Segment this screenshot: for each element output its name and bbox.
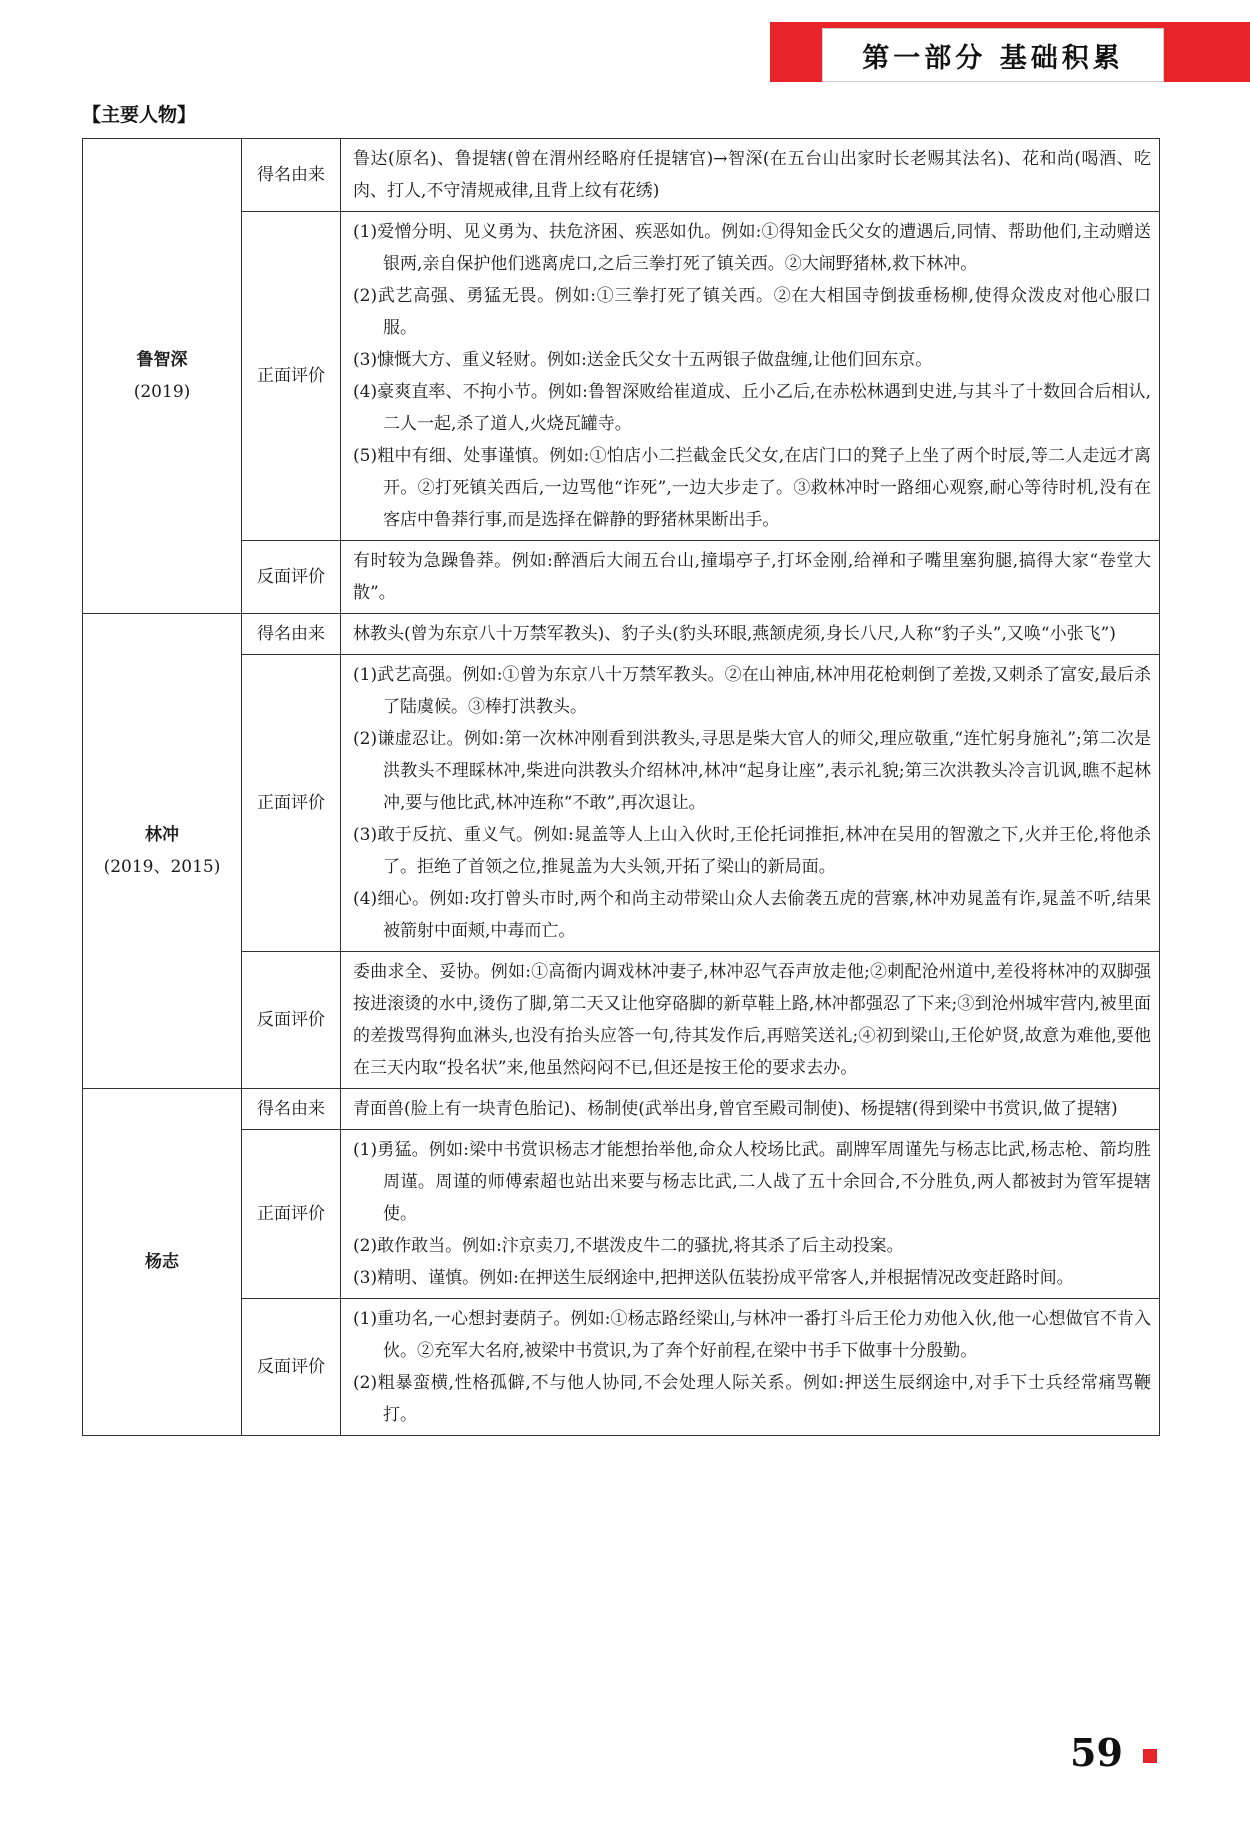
page-marker-square bbox=[1143, 1749, 1157, 1763]
content-text: 青面兽(脸上有一块青色胎记)、杨制使(武举出身,曾官至殿司制使)、杨提辖(得到梁中书赏识,做了提辖) bbox=[353, 1099, 1118, 1119]
character-table bbox=[82, 138, 1160, 1436]
content-cell bbox=[341, 655, 1160, 952]
content-text: 有时较为急躁鲁莽。例如:醉酒后大闹五台山,撞塌亭子,打坏金刚,给禅和子嘴里塞狗腿,搞得大家“卷堂大散”。 bbox=[353, 551, 1151, 603]
table-row bbox=[83, 541, 1160, 614]
content-cell bbox=[341, 541, 1160, 614]
list-item: (4)细心。例如:攻打曾头市时,两个和尚主动带梁山众人去偷袭五虎的营寨,林冲劝晁盖有诈,晁盖不听,结果被箭射中面颊,中毒而亡。 bbox=[353, 889, 1151, 941]
list-item: (2)敢作敢当。例如:汴京卖刀,不堪泼皮牛二的骚扰,将其杀了后主动投案。 bbox=[353, 1236, 904, 1256]
section-title: 【主要人物】 bbox=[82, 104, 197, 126]
list-item: (1)重功名,一心想封妻荫子。例如:①杨志路经梁山,与林冲一番打斗后王伦力劝他入伙,他一心想做官不肯入伙。②充军大名府,被梁中书赏识,为了奔个好前程,在梁中书手下做事十分殷勤。 bbox=[353, 1309, 1151, 1361]
list-item: (3)慷慨大方、重义轻财。例如:送金氏父女十五两银子做盘缠,让他们回东京。 bbox=[353, 350, 933, 370]
content-text: 林教头(曾为东京八十万禁军教头)、豹子头(豹头环眼,燕颔虎须,身长八尺,人称“豹子头”,又唤“小张飞”) bbox=[353, 624, 1116, 644]
list-item: (1)武艺高强。例如:①曾为东京八十万禁军教头。②在山神庙,林冲用花枪刺倒了差拨,又刺杀了富安,最后杀了陆虞候。③棒打洪教头。 bbox=[353, 665, 1151, 717]
category-label: 得名由来 bbox=[242, 614, 341, 655]
content-cell bbox=[341, 1089, 1160, 1130]
category-label: 反面评价 bbox=[242, 541, 341, 614]
list-item: (1)爱憎分明、见义勇为、扶危济困、疾恶如仇。例如:①得知金氏父女的遭遇后,同情、帮助他们,主动赠送银两,亲自保护他们逃离虎口,之后三拳打死了镇关西。②大闹野猪林,救下林冲。 bbox=[353, 222, 1151, 274]
character-name-cell bbox=[83, 614, 242, 1089]
list-item: (1)勇猛。例如:梁中书赏识杨志才能想抬举他,命众人校场比武。副牌军周谨先与杨志比武,杨志枪、箭均胜周谨。周谨的师傅索超也站出来要与杨志比武,二人战了五十余回合,不分胜负,两人都被封为管军提辖使。 bbox=[353, 1140, 1151, 1224]
list-item: (3)敢于反抗、重义气。例如:晁盖等人上山入伙时,王伦托词推拒,林冲在吴用的智激之下,火并王伦,将他杀了。拒绝了首领之位,推晁盖为大头领,开拓了梁山的新局面。 bbox=[353, 825, 1151, 877]
category-label: 得名由来 bbox=[242, 139, 341, 212]
character-years: (2019、2015) bbox=[103, 857, 221, 877]
table-row bbox=[83, 1299, 1160, 1436]
content-cell bbox=[341, 1130, 1160, 1299]
character-name: 鲁智深 bbox=[136, 350, 188, 370]
category-label: 正面评价 bbox=[242, 1130, 341, 1299]
category-label: 正面评价 bbox=[242, 212, 341, 541]
character-name: 林冲 bbox=[145, 825, 179, 845]
page-number: 59 bbox=[1070, 1730, 1123, 1775]
list-item: (2)粗暴蛮横,性格孤僻,不与他人协同,不会处理人际关系。例如:押送生辰纲途中,对手下士兵经常痛骂鞭打。 bbox=[353, 1373, 1151, 1425]
category-label: 得名由来 bbox=[242, 1089, 341, 1130]
table-row bbox=[83, 952, 1160, 1089]
table-row bbox=[83, 614, 1160, 655]
content-text: 委曲求全、妥协。例如:①高衙内调戏林冲妻子,林冲忍气吞声放走他;②刺配沧州道中,差役将林冲的双脚强按进滚烫的水中,烫伤了脚,第二天又让他穿硌脚的新草鞋上路,林冲都强忍了下来;③到沧州城牢营内,被里面的差拨骂得狗血淋头,也没有抬头应答一句,待其发作后,再赔笑送礼;④初到梁山,王伦妒贤,故意为难他,要他在三天内取“投名状”来,他虽然闷闷不已,但还是按王伦的要求去办。 bbox=[353, 962, 1151, 1078]
table-row bbox=[83, 1089, 1160, 1130]
content-cell bbox=[341, 212, 1160, 541]
list-item: (2)武艺高强、勇猛无畏。例如:①三拳打死了镇关西。②在大相国寺倒拔垂杨柳,使得众泼皮对他心服口服。 bbox=[353, 286, 1151, 338]
character-years: (2019) bbox=[133, 382, 191, 402]
content-text: 鲁达(原名)、鲁提辖(曾在渭州经略府任提辖官)→智深(在五台山出家时长老赐其法名)、花和尚(喝酒、吃肉、打人,不守清规戒律,且背上纹有花绣) bbox=[353, 149, 1151, 201]
list-item: (4)豪爽直率、不拘小节。例如:鲁智深败给崔道成、丘小乙后,在赤松林遇到史进,与其斗了十数回合后相认,二人一起,杀了道人,火烧瓦罐寺。 bbox=[353, 382, 1151, 434]
list-item: (2)谦虚忍让。例如:第一次林冲刚看到洪教头,寻思是柴大官人的师父,理应敬重,“连忙躬身施礼”;第二次是洪教头不理睬林冲,柴进向洪教头介绍林冲,林冲“起身让座”,表示礼貌;第三次洪教头冷言讥讽,瞧不起林冲,要与他比武,林冲连称“不敢”,再次退让。 bbox=[353, 729, 1151, 813]
content-cell bbox=[341, 952, 1160, 1089]
list-item: (3)精明、谨慎。例如:在押送生辰纲途中,把押送队伍装扮成平常客人,并根据情况改变赶路时间。 bbox=[353, 1268, 1074, 1288]
character-name-cell bbox=[83, 1089, 242, 1436]
content-cell bbox=[341, 1299, 1160, 1436]
category-label: 反面评价 bbox=[242, 1299, 341, 1436]
character-name-cell bbox=[83, 139, 242, 614]
category-label: 正面评价 bbox=[242, 655, 341, 952]
table-row bbox=[83, 1130, 1160, 1299]
table-row bbox=[83, 212, 1160, 541]
part-title: 第一部分 基础积累 bbox=[822, 28, 1164, 82]
category-label: 反面评价 bbox=[242, 952, 341, 1089]
table-row bbox=[83, 655, 1160, 952]
table-row bbox=[83, 139, 1160, 212]
content-cell bbox=[341, 614, 1160, 655]
content-cell bbox=[341, 139, 1160, 212]
list-item: (5)粗中有细、处事谨慎。例如:①怕店小二拦截金氏父女,在店门口的凳子上坐了两个时辰,等二人走远才离开。②打死镇关西后,一边骂他“诈死”,一边大步走了。③救林冲时一路细心观察,耐心等待时机,没有在客店中鲁莽行事,而是选择在僻静的野猪林果断出手。 bbox=[353, 446, 1151, 530]
character-name: 杨志 bbox=[145, 1252, 179, 1272]
